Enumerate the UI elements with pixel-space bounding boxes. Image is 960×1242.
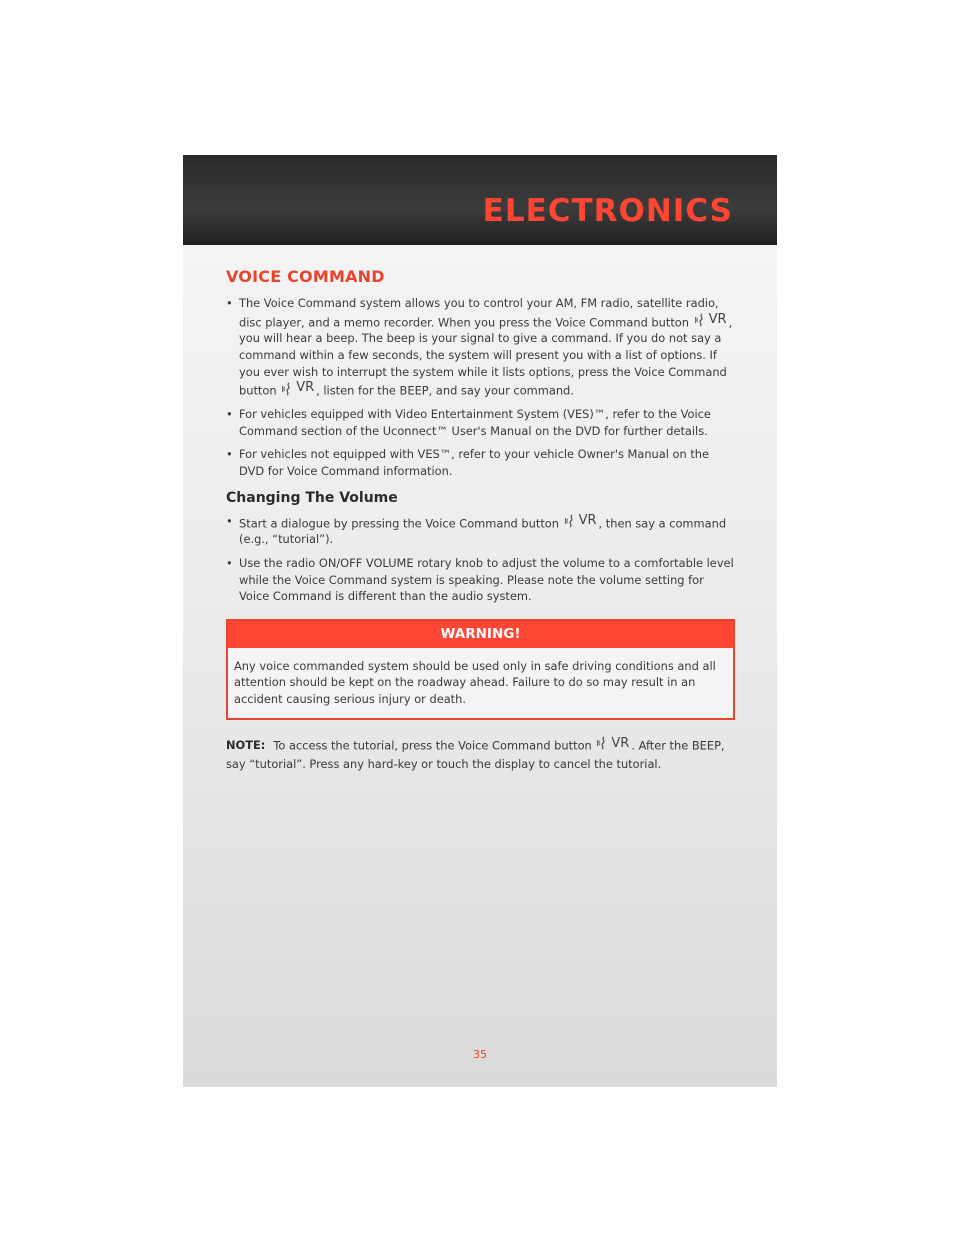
list-item: • The Voice Command system allows you to control your AM, FM radio, satellite radio, disc player, and a memo recorder. When you press the Voice Command button VR , you will hear a beep. The beep is your signal to give a command. If you do not say a command within a few seconds, the system will present you with a list of options. If you ever wish to interrupt the system while it lists options, press the Voice Command button VR , listen for the BEEP, and say your command. xyxy=(226,295,736,399)
list-item: • For vehicles equipped with Video Entertainment System (VES)™, refer to the Voice Command section of the Uconnect™ User's Manual on the DVD for further details. xyxy=(226,406,736,439)
voice-recognition-icon xyxy=(282,382,294,396)
page-content xyxy=(226,267,736,774)
warning-box xyxy=(226,619,735,720)
changing-volume-list xyxy=(226,513,736,605)
page-number: 35 xyxy=(473,1048,487,1061)
vr-button-glyph: VR xyxy=(597,734,629,753)
list-item: • For vehicles not equipped with VES™, refer to your vehicle Owner's Manual on the DVD for Voice Command information. xyxy=(226,446,736,479)
voice-recognition-icon xyxy=(565,514,577,528)
note-paragraph: NOTE: To access the tutorial, press the Voice Command button VR . After the BEEP, say “tutorial”. Press any hard-key or touch the display to cancel the tutorial. xyxy=(226,735,725,772)
list-item: • Start a dialogue by pressing the Voice Command button VR , then say a command (e.g., “tutorial”). xyxy=(226,513,736,548)
changing-volume-heading: Changing The Volume xyxy=(226,489,398,506)
vr-button-glyph: VR xyxy=(565,513,597,530)
section-title: ELECTRONICS xyxy=(482,193,733,229)
vr-button-glyph: VR xyxy=(695,312,727,329)
manual-page xyxy=(183,155,777,1087)
vr-button-glyph: VR xyxy=(282,380,314,397)
voice-command-heading: VOICE COMMAND xyxy=(226,267,385,286)
warning-title: WARNING! xyxy=(228,621,733,648)
voice-recognition-icon xyxy=(597,736,609,750)
page-header xyxy=(183,155,777,245)
warning-text: Any voice commanded system should be used only in safe driving conditions and all attention should be kept on the roadway ahead. Failure to do so may result in an accident causing serious injury or death. xyxy=(234,658,716,706)
note-label: NOTE: xyxy=(226,738,266,753)
voice-command-list xyxy=(226,295,736,480)
voice-recognition-icon xyxy=(695,313,707,327)
list-item: • Use the radio ON/OFF VOLUME rotary knob to adjust the volume to a comfortable level while the Voice Command system is speaking. Please note the volume setting for Voice Command is different than the audio system. xyxy=(226,555,736,605)
